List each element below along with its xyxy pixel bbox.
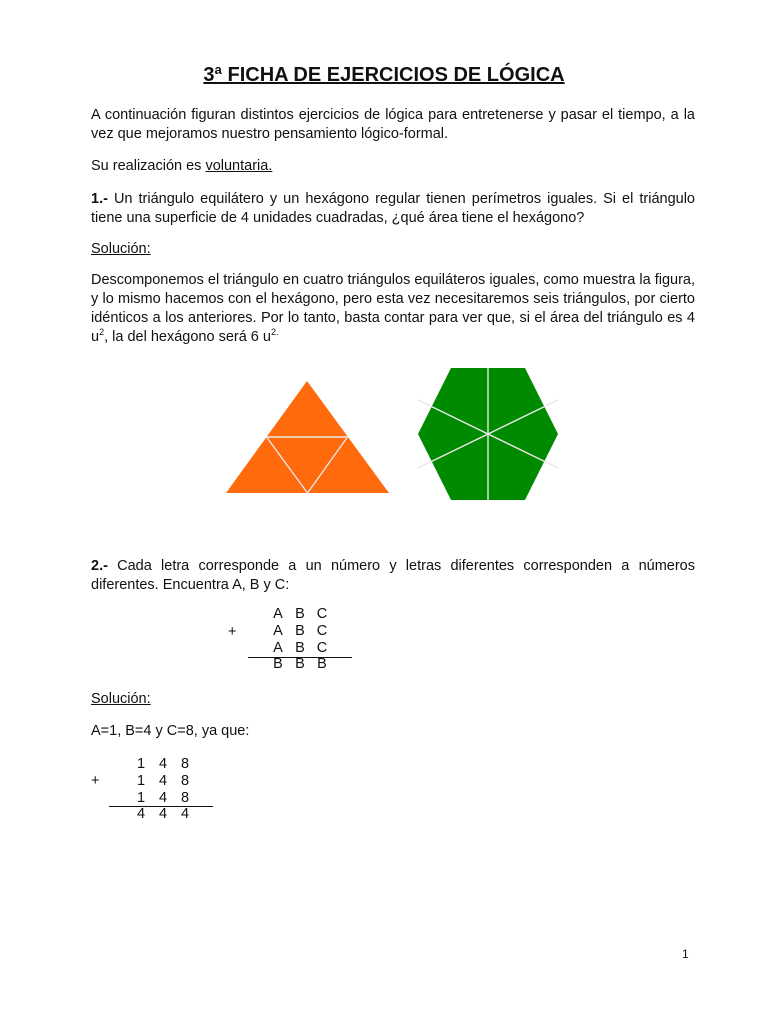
check-result-cell: 4 [158,806,168,822]
check-result-cell: 4 [136,806,146,822]
exercise1-statement [91,190,695,228]
puzzle-result-cell: B [273,656,283,672]
intro-paragraph: A continuación figuran distintos ejercicios de lógica para entretenerse y pasar el tiempo, a la vez que mejoramos nuestro pensamiento lógico-formal. [91,107,695,142]
exercise1-explanation [91,271,695,347]
exponent-1: 2 [99,327,105,337]
exponent-2: 2. [270,327,279,337]
puzzle-cell: B [295,606,305,622]
check-cell: 8 [180,756,190,772]
puzzle-plus-sign: + [228,624,237,640]
puzzle-result-cell: B [317,656,327,672]
exercise1-text: Un triángulo equilátero y un hexágono regular tienen perímetros iguales. Si el triángulo tiene una superficie de 4 unidades cuadradas, ¿qué área tiene el hexágono? [91,191,695,226]
puzzle-cell: B [295,640,305,656]
exercise2-solution-label: Solución: [91,691,151,707]
triangle-figure [225,380,390,495]
page-title: 3ª FICHA DE EJERCICIOS DE LÓGICA [203,64,565,86]
voluntary-word: voluntaria. [205,158,273,174]
exercise1-number: 1.- [91,191,108,207]
check-cell: 4 [158,773,168,789]
check-cell: 1 [136,756,146,772]
check-cell: 1 [136,790,146,806]
check-cell: 1 [136,773,146,789]
check-cell: 8 [180,790,190,806]
puzzle-cell: A [273,623,283,639]
puzzle-result-cell: B [295,656,305,672]
voluntary-prefix: Su realización es [91,158,206,174]
explanation-mid: , la del hexágono será 6 u [104,329,271,345]
puzzle-cell: A [273,606,283,622]
check-plus-sign: + [91,773,100,789]
explanation-text: Descomponemos el triángulo en cuatro triángulos equiláteros iguales, como muestra la figura, y lo mismo hacemos con el hexágono, pero esta vez necesitaremos seis triángulos, por cierto idénticos a los anteriores. Por lo tanto, basta contar para ver que, si el área del triángulo es 4 u [91,272,695,345]
exercise2-statement [91,557,695,595]
exercise1-solution-label: Solución: [91,241,151,257]
puzzle-cell: B [295,623,305,639]
check-cell: 8 [180,773,190,789]
exercise2-answer: A=1, B=4 y C=8, ya que: [91,723,250,739]
voluntary-line [91,157,695,176]
exercise2-text: Cada letra corresponde a un número y letras diferentes corresponden a números diferentes. Encuentra A, B y C: [91,558,695,593]
puzzle-cell: C [316,606,328,622]
puzzle-cell: C [316,623,328,639]
puzzle-cell: A [273,640,283,656]
check-result-cell: 4 [180,806,190,822]
hexagon-figure [417,367,559,501]
page-number: 1 [682,947,689,961]
check-cell: 4 [158,756,168,772]
exercise2-number: 2.- [91,558,108,574]
check-cell: 4 [158,790,168,806]
puzzle-cell: C [316,640,328,656]
